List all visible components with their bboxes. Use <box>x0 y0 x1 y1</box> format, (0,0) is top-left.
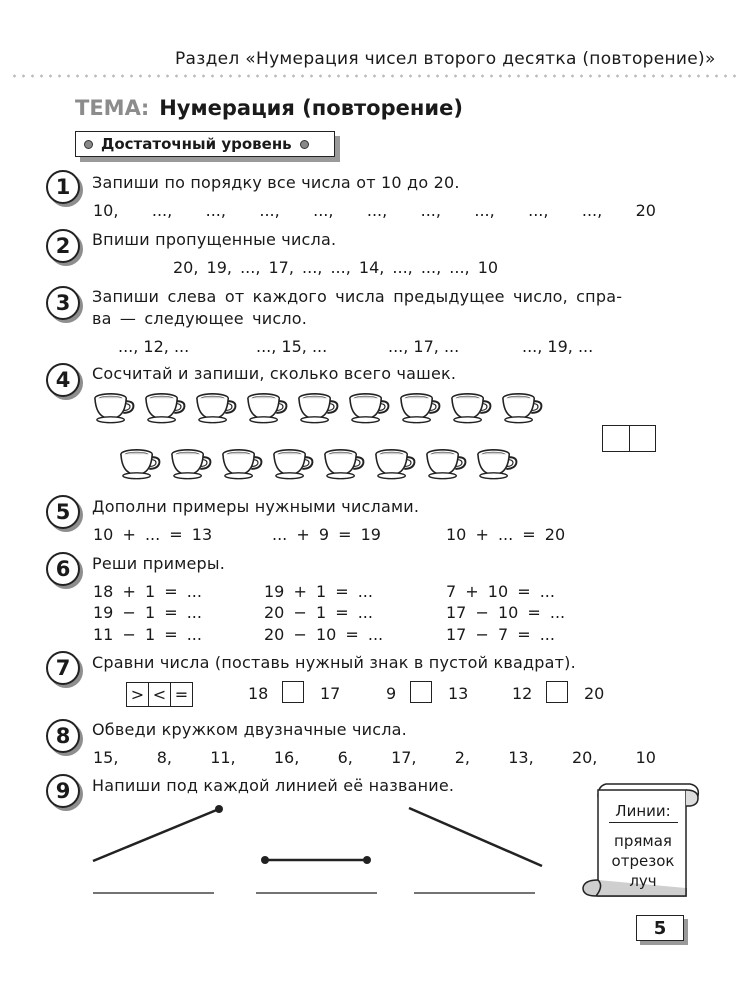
circle-number[interactable]: 8, <box>156 748 172 767</box>
compare-number: 13 <box>448 684 469 703</box>
task-5-example: 10 + ... = 13 <box>93 525 213 544</box>
scroll-item: отрезок <box>611 852 675 870</box>
seq-item: ..., <box>259 201 280 220</box>
segment-point <box>363 856 371 864</box>
task-6-example: 11 − 1 = ... <box>93 625 202 644</box>
circle-number[interactable]: 6, <box>337 748 353 767</box>
task-5-example: ... + 9 = 19 <box>272 525 381 544</box>
task-6-example: 20 − 10 = ... <box>264 625 384 644</box>
task-number-6: 6 <box>46 552 80 586</box>
task-9-text: Напиши под каждой линией её название. <box>92 776 455 795</box>
task-4-text: Сосчитай и запиши, сколько всего чашек. <box>92 364 457 383</box>
ray-point <box>215 805 223 813</box>
circle-number[interactable]: 17, <box>391 748 417 767</box>
task-2-sequence: 20, 19, ..., 17, ..., ..., 14, ..., ..., ..., 10 <box>173 258 499 277</box>
straight-line <box>409 808 542 866</box>
task-number-8: 8 <box>46 719 80 753</box>
task-5-text: Дополни примеры нужными числами. <box>92 497 420 516</box>
scroll-title: Линии: <box>615 802 671 820</box>
seq-item: 20 <box>635 201 656 220</box>
task-6-example: 20 − 1 = ... <box>264 603 373 622</box>
seq-item: 10, <box>93 201 119 220</box>
sign-greater: > <box>130 685 145 704</box>
task-1-text: Запиши по порядку все числа от 10 до 20. <box>92 173 460 192</box>
seq-item: ..., <box>420 201 441 220</box>
task-number-3: 3 <box>46 286 80 320</box>
circle-number[interactable]: 2, <box>454 748 471 767</box>
task-number-2: 2 <box>46 229 80 263</box>
seq-item: ..., <box>474 201 495 220</box>
circle-number[interactable]: 13, <box>508 748 534 767</box>
task-number-5: 5 <box>46 495 80 529</box>
circle-number[interactable]: 11, <box>210 748 236 767</box>
task-number-7: 7 <box>46 651 80 685</box>
compare-number: 17 <box>320 684 341 703</box>
task-6-example: 19 + 1 = ... <box>264 582 373 601</box>
task-6-example: 18 + 1 = ... <box>93 582 202 601</box>
compare-number: 20 <box>584 684 605 703</box>
sign-less: < <box>148 683 170 706</box>
task-3-item: ..., 17, ... <box>388 337 460 356</box>
task-3-item: ..., 19, ... <box>522 337 594 356</box>
seq-item: ..., <box>366 201 388 220</box>
task-5-example: 10 + ... = 20 <box>446 525 566 544</box>
sign-equal: = <box>170 683 192 706</box>
seq-item: ..., <box>205 201 226 220</box>
task-8-text: Обведи кружком двузначные числа. <box>92 720 407 739</box>
compare-number: 9 <box>386 684 397 703</box>
task-number-4: 4 <box>46 363 80 397</box>
ray-line <box>93 809 219 861</box>
topic-title: Нумерация (повторение) <box>159 96 463 120</box>
task-number-9: 9 <box>46 774 80 808</box>
seq-item: ..., <box>528 201 549 220</box>
compare-number: 12 <box>512 684 533 703</box>
task-6-example: 19 − 1 = ... <box>93 603 202 622</box>
task-6-example: 17 − 10 = ... <box>446 603 566 622</box>
circle-number[interactable]: 10 <box>635 748 656 767</box>
seq-item: ..., <box>313 201 334 220</box>
circle-number[interactable]: 16, <box>273 748 300 767</box>
segment-point <box>261 856 269 864</box>
task-6-text: Реши примеры. <box>92 554 226 573</box>
task-6-example: 7 + 10 = ... <box>446 582 555 601</box>
task-2-text: Впиши пропущенные числа. <box>92 230 337 249</box>
seq-item: ..., <box>151 201 173 220</box>
level-label: Достаточный уровень <box>101 135 292 153</box>
topic-label: ТЕМА: <box>75 96 150 120</box>
circle-number[interactable]: 20, <box>571 748 598 767</box>
scroll-item: прямая <box>614 832 672 850</box>
seq-item: ..., <box>581 201 603 220</box>
task-3-item: ..., 12, ... <box>118 337 190 356</box>
section-header: Раздел «Нумерация чисел второго десятка (повторение)» <box>175 49 716 69</box>
compare-number: 18 <box>248 684 269 703</box>
task-3-text-line2: ва — следующее число. <box>92 309 308 328</box>
task-number-1: 1 <box>46 170 80 204</box>
task-3-item: ..., 15, ... <box>256 337 328 356</box>
task-3-text-line1: Запиши слева от каждого числа предыдущее число, спра- <box>92 287 623 306</box>
task-7-text: Сравни числа (поставь нужный знак в пустой квадрат). <box>92 653 576 672</box>
scroll-divider <box>609 822 678 823</box>
page-number: 5 <box>636 915 684 941</box>
task-6-example: 17 − 7 = ... <box>446 625 555 644</box>
scroll-item: луч <box>629 872 657 890</box>
circle-number[interactable]: 15, <box>93 748 119 767</box>
